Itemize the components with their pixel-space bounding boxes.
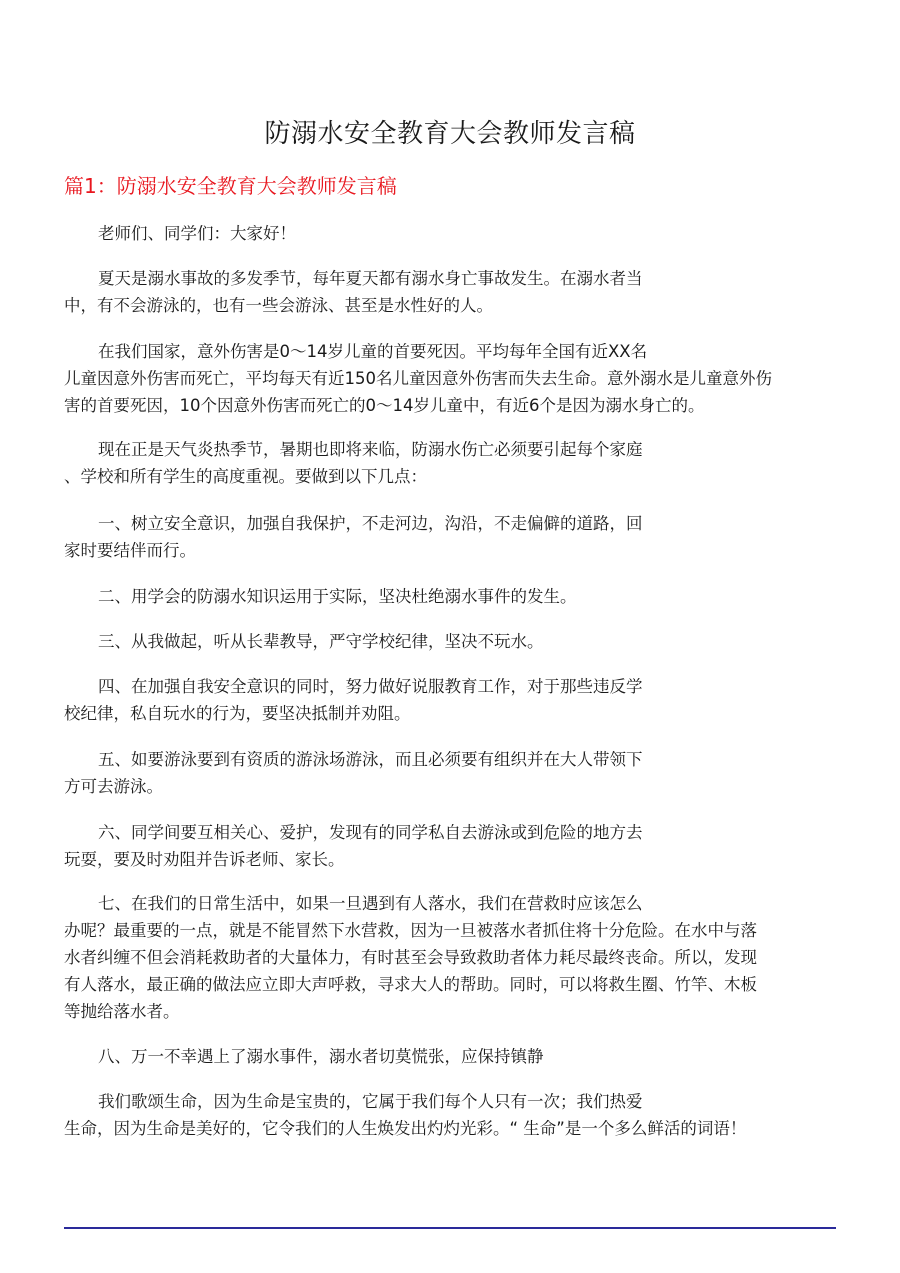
paragraph-point-4: [64, 673, 643, 727]
paragraph-line: 在我们国家，意外伤害是0～14岁儿童的首要死因。平均每年全国有近XX名: [98, 342, 648, 361]
paragraph-line: 儿童因意外伤害而死亡，平均每天有近150名儿童因意外伤害而失去生命。意外溺水是儿童意外伤: [64, 369, 772, 388]
paragraph-line: 害的首要死因，10个因意外伤害而死亡的0～14岁儿童中，有近6个是因为溺水身亡的。: [64, 396, 705, 415]
paragraph-line: 水者纠缠不但会消耗救助者的大量体力，有时甚至会导致救助者体力耗尽最终丧命。所以，发现: [64, 948, 757, 967]
paragraph-line: 中，有不会游泳的，也有一些会游泳、甚至是水性好的人。: [64, 296, 493, 315]
paragraph-line: 我们歌颂生命，因为生命是宝贵的，它属于我们每个人只有一次；我们热爱: [98, 1092, 643, 1111]
paragraph-point-5: [64, 746, 643, 800]
paragraph-point-8: [64, 1043, 544, 1070]
paragraph-line: 有人落水，最正确的做法应立即大声呼救，寻求大人的帮助。同时，可以将救生圈、竹竿、木板: [64, 975, 757, 994]
paragraph-line: 现在正是天气炎热季节，暑期也即将来临，防溺水伤亡必须要引起每个家庭: [98, 440, 643, 459]
paragraph-line: 六、同学间要互相关心、爱护，发现有的同学私自去游泳或到危险的地方去: [98, 823, 643, 842]
paragraph-statistics: [64, 338, 772, 419]
paragraph-greeting: [64, 220, 296, 247]
paragraph-line: 家时要结伴而行。: [64, 541, 196, 560]
paragraph-line: 二、用学会的防溺水知识运用于实际，坚决杜绝溺水事件的发生。: [98, 587, 577, 606]
section-heading: 篇1：防溺水安全教育大会教师发言稿: [64, 174, 397, 198]
paragraph-line: 三、从我做起，听从长辈教导，严守学校纪律，坚决不玩水。: [98, 632, 544, 651]
paragraph-line: 四、在加强自我安全意识的同时，努力做好说服教育工作，对于那些违反学: [98, 677, 643, 696]
paragraph-season: [64, 436, 643, 490]
paragraph-line: 、学校和所有学生的高度重视。要做到以下几点：: [64, 467, 427, 486]
paragraph-point-1: [64, 510, 643, 564]
paragraph-line: 方可去游泳。: [64, 777, 163, 796]
paragraph-line: 一、树立安全意识，加强自我保护，不走河边，沟沿，不走偏僻的道路，回: [98, 514, 643, 533]
paragraph-line: 生命，因为生命是美好的，它令我们的人生焕发出灼灼光彩。“ 生命”是一个多么鲜活的词语！: [64, 1119, 747, 1138]
paragraph-point-2: [64, 583, 577, 610]
paragraph-line: 办呢？最重要的一点，就是不能冒然下水营救，因为一旦被落水者抓住将十分危险。在水中与落: [64, 921, 757, 940]
paragraph-line: 等抛给落水者。: [64, 1002, 180, 1021]
paragraph-line: 七、在我们的日常生活中，如果一旦遇到有人落水，我们在营救时应该怎么: [98, 894, 643, 913]
paragraph-line: 夏天是溺水事故的多发季节，每年夏天都有溺水身亡事故发生。在溺水者当: [98, 269, 643, 288]
paragraph-line: 校纪律，私自玩水的行为，要坚决抵制并劝阻。: [64, 704, 411, 723]
paragraph-point-7: [64, 890, 757, 1025]
paragraph-point-6: [64, 819, 643, 873]
paragraph-summer-drowning: [64, 265, 643, 319]
paragraph-closing: [64, 1088, 746, 1142]
paragraph-line: 老师们、同学们：大家好！: [98, 224, 296, 243]
document-title: 防溺水安全教育大会教师发言稿: [264, 119, 636, 149]
paragraph-point-3: [64, 628, 544, 655]
paragraph-line: 八、万一不幸遇上了溺水事件，溺水者切莫慌张，应保持镇静: [98, 1047, 544, 1066]
paragraph-line: 玩耍，要及时劝阻并告诉老师、家长。: [64, 850, 345, 869]
footer-divider: [64, 1227, 836, 1229]
paragraph-line: 五、如要游泳要到有资质的游泳场游泳，而且必须要有组织并在大人带领下: [98, 750, 643, 769]
